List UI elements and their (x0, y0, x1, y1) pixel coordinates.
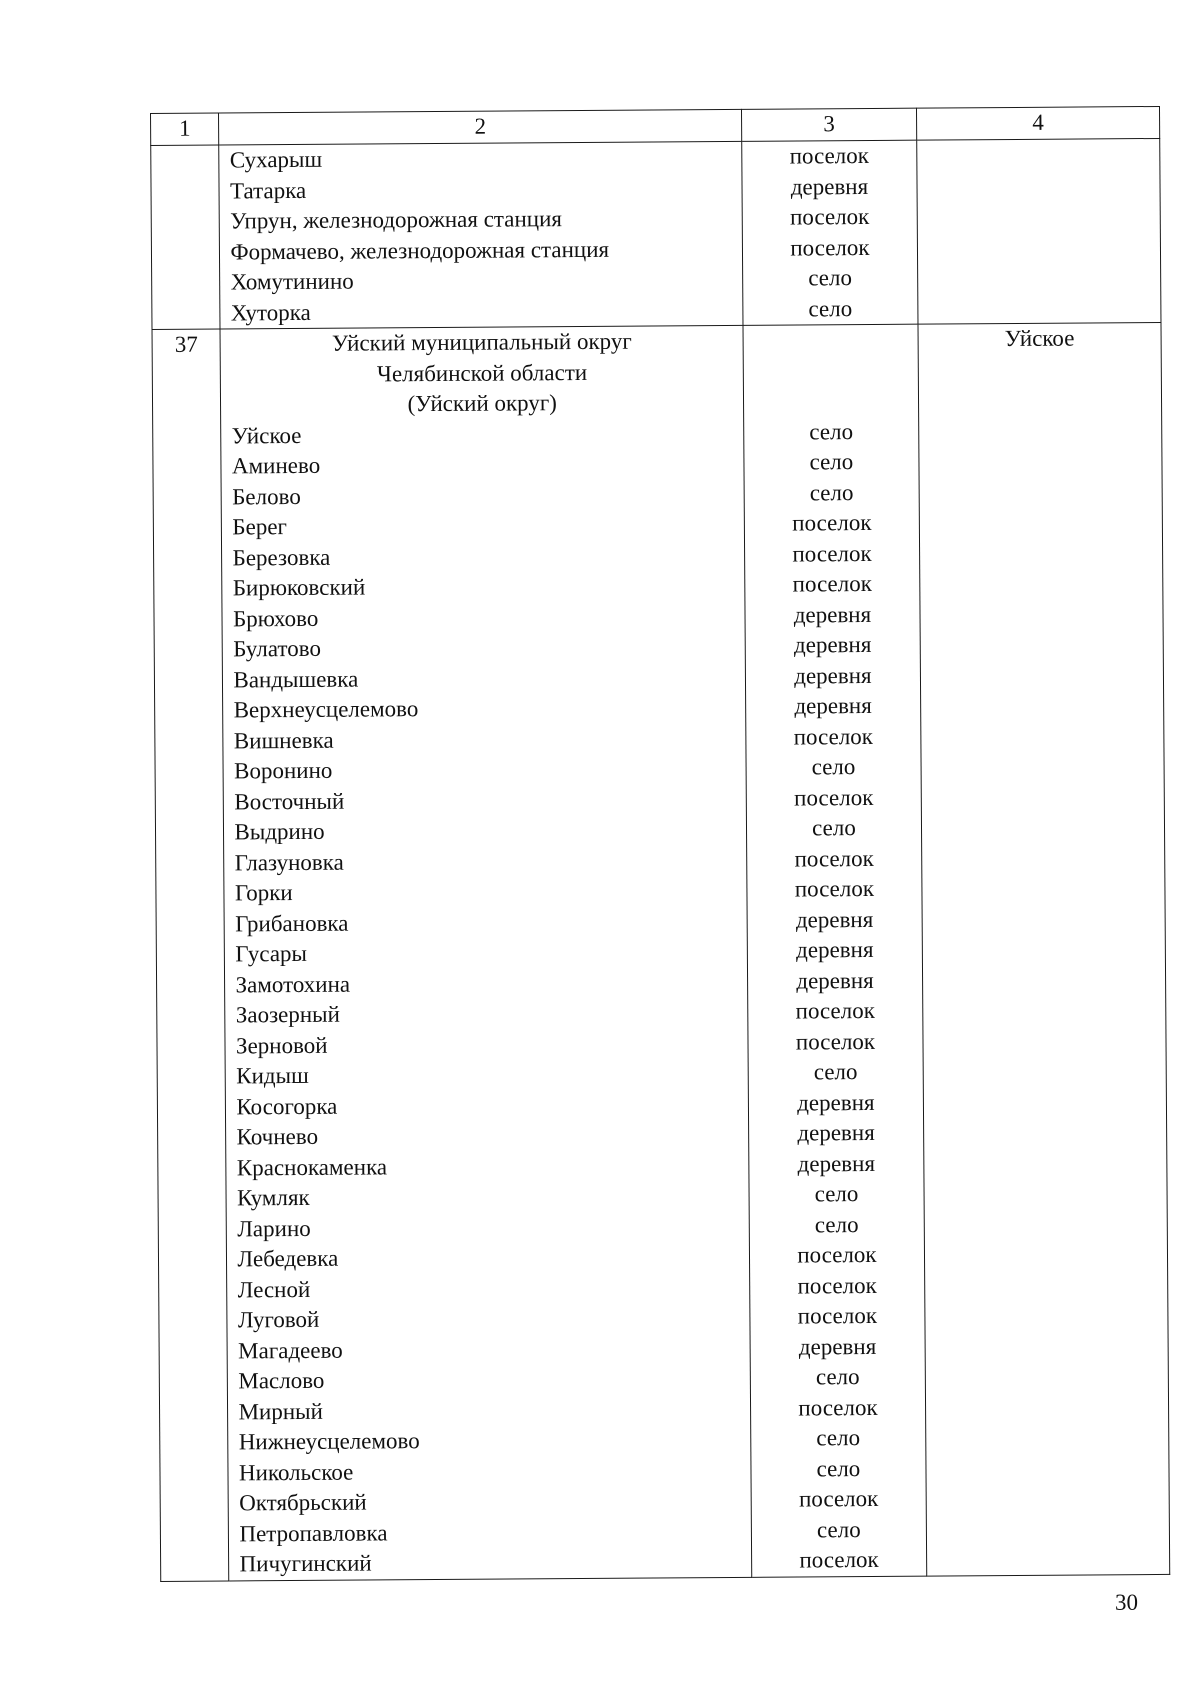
settlement-type: деревня (794, 662, 872, 689)
settlement-name: Мирный (238, 1398, 323, 1424)
district-type-list (744, 416, 926, 1576)
settlement-type: село (816, 1455, 861, 1481)
settlement-type: поселок (797, 1241, 877, 1268)
settlement-name: Белово (232, 483, 301, 509)
settlement-type: поселок (795, 1028, 876, 1055)
settlement-type: деревня (794, 692, 872, 719)
settlement-name: Вишневка (233, 727, 334, 753)
settlement-name: Брюхово (232, 605, 319, 631)
settlement-name: Верхнеусцелемово (233, 696, 419, 723)
header-col-3: 3 (741, 108, 916, 141)
continuation-name-list (220, 142, 743, 329)
settlement-type: село (815, 1364, 860, 1390)
settlement-name: Замотохина (235, 971, 351, 997)
settlement-type: село (814, 1211, 859, 1237)
settlements-table (150, 106, 1170, 1582)
settlement-name: Октябрьский (239, 1489, 367, 1516)
settlement-name: Кумляк (236, 1184, 310, 1211)
settlement-name: Аминево (231, 452, 321, 479)
settlement-type: село (816, 1516, 861, 1542)
page-number: 30 (1115, 1590, 1138, 1615)
title-spacer (743, 325, 918, 418)
settlement-name: Булатово (233, 635, 321, 662)
settlement-name: Кочнево (236, 1123, 319, 1150)
settlement-type: поселок (799, 1546, 879, 1573)
settlement-type: село (809, 418, 854, 444)
continuation-row (151, 138, 1161, 329)
settlement-name: Пичугинский (239, 1550, 372, 1577)
settlement-type: село (814, 1181, 859, 1207)
settlement-name: Гусары (235, 940, 308, 967)
settlement-name: Ларино (237, 1215, 311, 1241)
settlement-name: Магадеево (238, 1337, 343, 1363)
settlement-name: Формачево, железнодорожная станция (230, 236, 610, 264)
settlement-type: село (808, 295, 853, 321)
settlement-name: Краснокаменка (236, 1153, 388, 1180)
settlement-type: село (816, 1425, 861, 1451)
settlement-name: Грибановка (235, 910, 349, 936)
continuation-types-cell (742, 140, 918, 325)
district-number: 37 (152, 329, 229, 1581)
settlement-type: деревня (797, 1089, 875, 1116)
settlement-type: деревня (790, 173, 869, 200)
settlement-name: Лебедевка (237, 1245, 339, 1272)
settlement-name: Уйское (231, 422, 302, 448)
header-col-2: 2 (219, 109, 742, 145)
settlement-type: село (813, 1059, 858, 1085)
settlement-name: Упрун, железнодорожная станция (230, 206, 563, 234)
district-name-list (222, 417, 752, 1580)
settlement-type: село (811, 754, 856, 780)
settlement-name: Петропавловка (239, 1519, 388, 1546)
settlement-name: Глазуновка (234, 849, 344, 875)
settlement-type: деревня (795, 906, 874, 933)
settlement-type: поселок (792, 540, 872, 567)
settlement-name: Маслово (238, 1367, 325, 1394)
settlement-name: Татарка (229, 177, 307, 203)
district-row (152, 322, 1170, 1581)
settlement-type: деревня (796, 967, 874, 994)
settlement-type: село (809, 479, 854, 505)
district-names-cell (220, 325, 751, 1580)
settlement-type: деревня (796, 936, 874, 963)
settlement-name: Лесной (237, 1276, 311, 1302)
settlement-name: Сухарыш (229, 146, 323, 173)
settlement-type: село (812, 815, 856, 841)
settlement-name: Березовка (232, 544, 331, 570)
settlement-type: село (808, 265, 853, 291)
settlement-type: деревня (798, 1333, 877, 1359)
continuation-center-cell (917, 138, 1161, 324)
settlement-type: поселок (797, 1272, 877, 1299)
settlement-name: Воронино (233, 757, 333, 784)
district-title-line-1: Уйский муниципальный округ (331, 328, 632, 356)
settlement-name: Горки (234, 880, 293, 906)
settlement-name: Луговой (237, 1306, 320, 1333)
district-center: Уйское (918, 322, 1170, 1575)
settlement-name: Никольское (238, 1459, 354, 1485)
settlement-name: Нижнеусцелемово (238, 1428, 420, 1455)
settlement-type: поселок (793, 723, 874, 750)
settlement-name: Восточный (234, 788, 345, 814)
settlement-type: поселок (795, 997, 875, 1024)
district-title-line-3: (Уйский округ) (407, 390, 558, 417)
settlement-type: село (809, 449, 854, 475)
settlement-name: Хуторка (230, 299, 311, 325)
settlement-type: деревня (793, 601, 872, 628)
settlement-name: Заозерный (235, 1001, 340, 1028)
settlement-type: деревня (797, 1119, 875, 1146)
settlement-name: Выдрино (234, 818, 325, 845)
settlement-name: Кидыш (236, 1062, 309, 1089)
settlement-type: поселок (797, 1302, 878, 1329)
settlement-type: поселок (794, 784, 874, 811)
district-title-line-2: Челябинской области (376, 359, 588, 386)
settlement-type: поселок (790, 234, 870, 261)
settlement-type: поселок (789, 203, 870, 230)
header-col-1: 1 (151, 113, 220, 145)
settlement-type: поселок (794, 875, 875, 902)
settlement-name: Хомутинино (230, 268, 354, 295)
settlement-name: Бирюковский (232, 574, 366, 601)
settlement-name: Зерновой (235, 1032, 328, 1058)
settlement-type: поселок (789, 142, 869, 169)
district-types-cell (743, 324, 927, 1577)
settlement-type: поселок (792, 509, 872, 536)
header-col-4: 4 (916, 106, 1159, 140)
settlement-type: деревня (797, 1150, 876, 1177)
settlement-name: Вандышевка (233, 666, 359, 692)
settlement-type: поселок (798, 1394, 878, 1421)
continuation-names-cell (219, 141, 743, 329)
settlement-name: Косогорка (236, 1093, 338, 1119)
settlement-type: поселок (798, 1485, 879, 1512)
settlement-type: поселок (792, 570, 872, 597)
continuation-number-cell (151, 145, 221, 329)
settlement-name: Берег (232, 514, 288, 540)
continuation-type-list (742, 141, 917, 325)
settlement-type: поселок (794, 845, 874, 872)
settlement-type: деревня (793, 631, 872, 658)
